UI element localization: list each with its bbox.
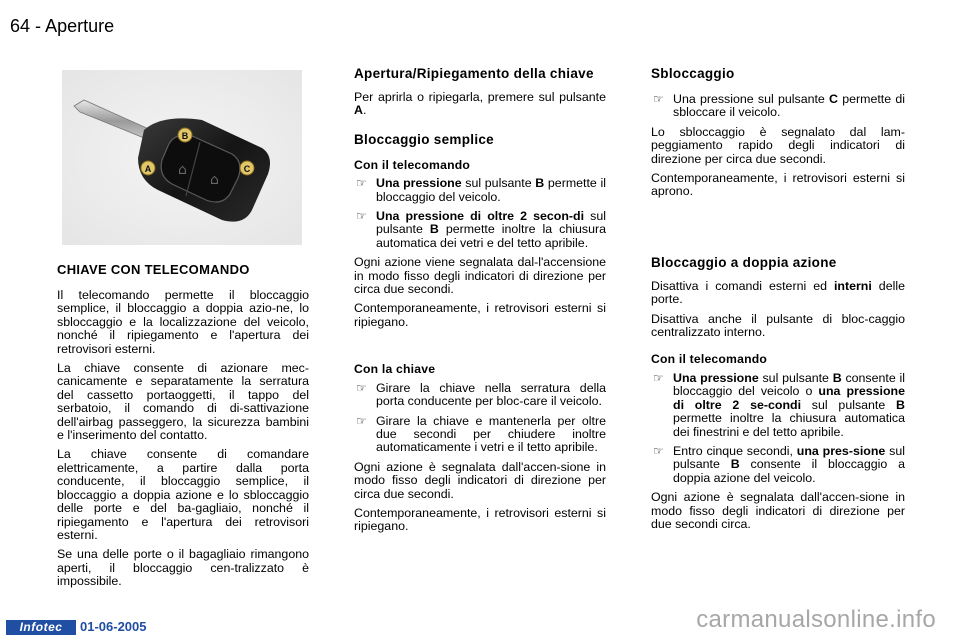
page-title: Aperture xyxy=(45,16,115,36)
pointing-hand-icon: ☞ xyxy=(653,370,664,385)
column-left xyxy=(57,262,309,595)
watermark: carmanualsonline.info xyxy=(696,606,936,633)
pointing-hand-icon: ☞ xyxy=(356,380,367,395)
list-item: ☞ Una pressione sul pulsante B permette il bloccaggio del veicolo. xyxy=(356,176,606,204)
list-item: ☞ Entro cinque secondi, una pres-sione sul pulsante B consente il bloccaggio a doppia azione del veicolo. xyxy=(653,443,905,485)
list-item: ☞ Girare la chiave e mantenerla per oltre due secondi per chiudere inoltre automaticamente i vetri e il tetto apribile. xyxy=(356,413,606,455)
paragraph: Contemporaneamente, i retrovisori esterni si aprono. xyxy=(651,171,905,199)
label-a: A xyxy=(144,164,152,174)
pointing-hand-icon: ☞ xyxy=(653,443,664,458)
subtitle-remote: Con il telecomando xyxy=(651,352,768,367)
key-fob-icon xyxy=(62,70,302,245)
paragraph: Lo sbloccaggio è segnalato dal lam-peggiamento rapido degli indicatori di direzione per circa due secondi. xyxy=(651,124,905,166)
paragraph: Per aprirla o ripiegarla, premere sul pulsante A. xyxy=(354,90,606,118)
svg-text:⌂: ⌂ xyxy=(210,172,219,188)
label-c: C xyxy=(243,164,251,174)
page-header xyxy=(10,16,114,37)
list-item: ☞ Una pressione sul pulsante C permette di sbloccare il veicolo. xyxy=(653,92,905,120)
paragraph: Ogni azione è segnalata dall'accen-sione in modo fisso degli indicatori di direzione per circa due secondi. xyxy=(354,459,606,501)
subtitle-key: Con la chiave xyxy=(354,362,436,377)
pointing-hand-icon: ☞ xyxy=(356,413,367,428)
pointing-hand-icon: ☞ xyxy=(356,209,367,224)
column-right xyxy=(651,66,905,537)
header-separator: - xyxy=(35,16,42,36)
page-number: 64 xyxy=(10,16,31,36)
pointing-hand-icon: ☞ xyxy=(653,92,664,106)
list-item: ☞ Girare la chiave nella serratura della porta conducente per bloc-care il veicolo. xyxy=(356,380,606,409)
paragraph: Disattiva anche il pulsante di bloc-caggio centralizzato interno. xyxy=(651,311,905,340)
section-title-unlocking: Sbloccaggio xyxy=(651,66,735,81)
list-item: ☞ Una pressione sul pulsante B consente il bloccaggio del veicolo o una pressione di oltre 2 se-condi sul pulsante B permette inoltre la chiusura automatica dei finestrini e del tetto apribile. xyxy=(653,370,906,439)
key-fob-image xyxy=(62,70,302,245)
svg-text:⌂: ⌂ xyxy=(178,162,187,178)
paragraph: Ogni azione viene segnalata dal-l'accensione in modo fisso degli indicatori di direzione per circa due secondi. xyxy=(354,255,606,297)
list-item: ☞ Una pressione di oltre 2 secon-di sul pulsante B permette inoltre la chiusura automatica dei vetri e del tetto apribile. xyxy=(356,209,606,250)
paragraph: Il telecomando permette il bloccaggio semplice, il bloccaggio a doppia azio-ne, lo sbloccaggio e la localizzazione del veicolo, nonché il ripiegamento e l'apertura dei retrovisori esterni. xyxy=(57,288,309,356)
section-title-opening: Apertura/Ripiegamento della chiave xyxy=(354,66,594,81)
section-title-double-locking: Bloccaggio a doppia azione xyxy=(651,254,837,270)
pointing-hand-icon: ☞ xyxy=(356,176,367,191)
paragraph: Se una delle porte o il bagagliaio rimangono aperti, il bloccaggio cen-tralizzato è impossibile. xyxy=(57,547,309,589)
paragraph: Contemporaneamente, i retrovisori esterni si ripiegano. xyxy=(354,505,606,534)
paragraph: Disattiva i comandi esterni ed interni delle porte. xyxy=(651,278,905,307)
subtitle-remote: Con il telecomando xyxy=(354,157,471,172)
column-middle xyxy=(354,66,606,540)
label-b: B xyxy=(181,131,189,141)
paragraph: Ogni azione è segnalata dall'accen-sione in modo fisso degli indicatori di direzione per due secondi circa. xyxy=(651,490,905,531)
section-title-simple-locking: Bloccaggio semplice xyxy=(354,131,494,147)
paragraph: La chiave consente di azionare mec-canicamente e separatamente la serratura del cassetto portaoggetti, il tappo del serbatoio, il comando di di-sattivazione dell'airbag passeggero, la sicurezza bambini e l'inserimento del contatto. xyxy=(57,361,309,443)
paragraph: La chiave consente di comandare elettricamente, a partire dalla porta conducente, il bloccaggio semplice, il bloccaggio a doppia azione e lo sbloccaggio delle porte e del ba-gagliaio, nonché il ripiegamento e l'apertura dei retrovisori esterni. xyxy=(57,447,309,542)
footer-date: 01-06-2005 xyxy=(80,619,147,634)
infotec-logo: Infotec xyxy=(6,620,76,635)
paragraph: Contemporaneamente, i retrovisori esterni si ripiegano. xyxy=(354,301,606,329)
section-title-remote-key: CHIAVE CON TELECOMANDO xyxy=(57,262,250,277)
